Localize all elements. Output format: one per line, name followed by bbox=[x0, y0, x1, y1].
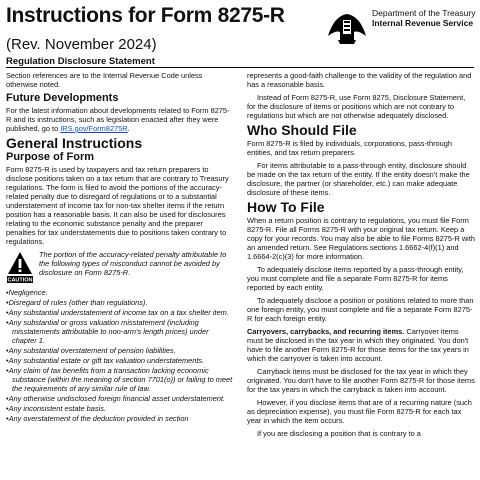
general-instructions-heading: General Instructions bbox=[6, 135, 143, 151]
body-text: However, if you disclose items that are of a recurring nature (such as depreciation expense), you must file Form 8275-R for each tax year in which the item occurs. bbox=[247, 398, 472, 425]
left-column bbox=[6, 71, 234, 424]
revision-date: (Rev. November 2024) bbox=[6, 36, 157, 53]
misconduct-list bbox=[6, 288, 234, 423]
body-text: Form 8275-R is filed by individuals, corporations, pass-through entities, and tax return preparers. bbox=[247, 139, 452, 157]
how-to-file-heading: How To File bbox=[247, 199, 325, 215]
agency-name: Department of the Treasury Internal Revenue Service bbox=[372, 8, 476, 28]
carryovers-paragraph: Carryovers, carrybacks, and recurring items. Carryover items must be disclosed in the tax year in which they originated. You don't have to file another Form 8275-R for those items for the tax years in which the carryover is taken into account. bbox=[247, 327, 469, 363]
caution-label: CAUTION bbox=[7, 277, 33, 284]
body-text: To adequately disclose a position or positions related to more than one foreign entity, you must complete and file a separate Form 8275-R for each foreign entity. bbox=[247, 296, 474, 323]
body-text: To adequately disclose items reported by a pass-through entity, you must complete and file a separate Form 8275-R for items reported by each entity. bbox=[247, 265, 464, 292]
list-item: • Any substantial estate or gift tax valuation understatements. bbox=[6, 356, 234, 365]
body-text: represents a good-faith challenge to the validity of the regulation and has a reasonable basis. bbox=[247, 71, 472, 89]
purpose-heading: Purpose of Form bbox=[6, 151, 95, 163]
caution-icon bbox=[6, 250, 34, 284]
list-item: • Any inconsistent estate basis. bbox=[6, 404, 234, 413]
list-item: • Any substantial overstatement of pension liabilities. bbox=[6, 346, 234, 355]
caution-text: The portion of the accuracy-related penalty attributable to the following types of misconduct cannot be avoided by disclosure on Form 8275-R. bbox=[39, 250, 227, 277]
future-developments-heading: Future Developments bbox=[6, 92, 119, 104]
list-item: • Negligence. bbox=[6, 288, 234, 297]
page-title: Instructions for Form 8275-R bbox=[6, 4, 285, 27]
right-column bbox=[247, 71, 475, 442]
body-text: For items attributable to a pass-through entity, disclosure should be made on the tax return of the entity. If the entity doesn't make the disclosure, the partner (or shareholder, etc.) can make adequate disclosure of these items. bbox=[247, 161, 470, 197]
body-text: Instead of Form 8275-R, use Form 8275, Disclosure Statement, for the disclosure of items or positions which are not contrary to regulations but which are not otherwise adequately disclosed. bbox=[247, 93, 466, 120]
body-text: Carryback items must be disclosed for the tax year in which they originated. You don't have to file another Form 8275-R for those items for the tax years in which the carryback is taken into account. bbox=[247, 367, 475, 394]
irs-link[interactable]: IRS.gov/Form8275R bbox=[60, 124, 128, 133]
purpose-text: Form 8275-R is used by taxpayers and tax return preparers to disclose positions taken on a tax return that are contrary to Treasury regulations. The form is filed to avoid the portions of the accuracy-related penalty due to disregard of regulations or to a substantial understatement of income tax for non-tax shelter items if the return position has a reasonable basis. It can also be used for disclosures relating to the economic substance penalty and the preparer penalties for tax understatements due to positions taken contrary to regulations. bbox=[6, 165, 229, 246]
form-subtitle: Regulation Disclosure Statement bbox=[6, 56, 155, 67]
caution-box bbox=[6, 250, 234, 284]
list-item: • Any substantial understatement of income tax on a tax shelter item. bbox=[6, 308, 234, 317]
carryovers-heading: Carryovers, carrybacks, and recurring items. bbox=[247, 327, 405, 336]
list-item: • Any overstatement of the deduction provided in section bbox=[6, 414, 234, 423]
future-developments-text: For the latest information about developments related to Form 8275-R and its instructions, such as legislation enacted after they were published, go to IRS.gov/Form8275R. bbox=[6, 106, 230, 133]
list-item: • Any otherwise undisclosed foreign financial asset understatement. bbox=[6, 394, 234, 403]
list-item: • Any substantial or gross valuation misstatement (including misstatements attributable to non-arm's length prices) under chapter 1. bbox=[6, 318, 234, 345]
irs-eagle-logo-icon bbox=[324, 6, 370, 46]
intro-text: Section references are to the Internal Revenue Code unless otherwise noted. bbox=[6, 71, 203, 89]
header-divider bbox=[6, 67, 474, 68]
body-text: If you are disclosing a position that is contrary to a bbox=[257, 429, 421, 438]
who-should-file-heading: Who Should File bbox=[247, 122, 357, 138]
body-text: When a return position is contrary to regulations, you must file Form 8275-R. File all Forms 8275-R with your original tax return. Keep a copy for your records. You may also be able to file Forms 8275-R with an amended return. See Regulations sections 1.6662-4(f)(1) and 1.6664-2(c)(3) for more information. bbox=[247, 216, 475, 261]
list-item: • Disregard of rules (other than regulations). bbox=[6, 298, 234, 307]
list-item: • Any claim of tax benefits from a transaction lacking economic substance (within the meaning of section 7701(o)) or failing to meet the requirements of any similar rule of law. bbox=[6, 366, 234, 393]
